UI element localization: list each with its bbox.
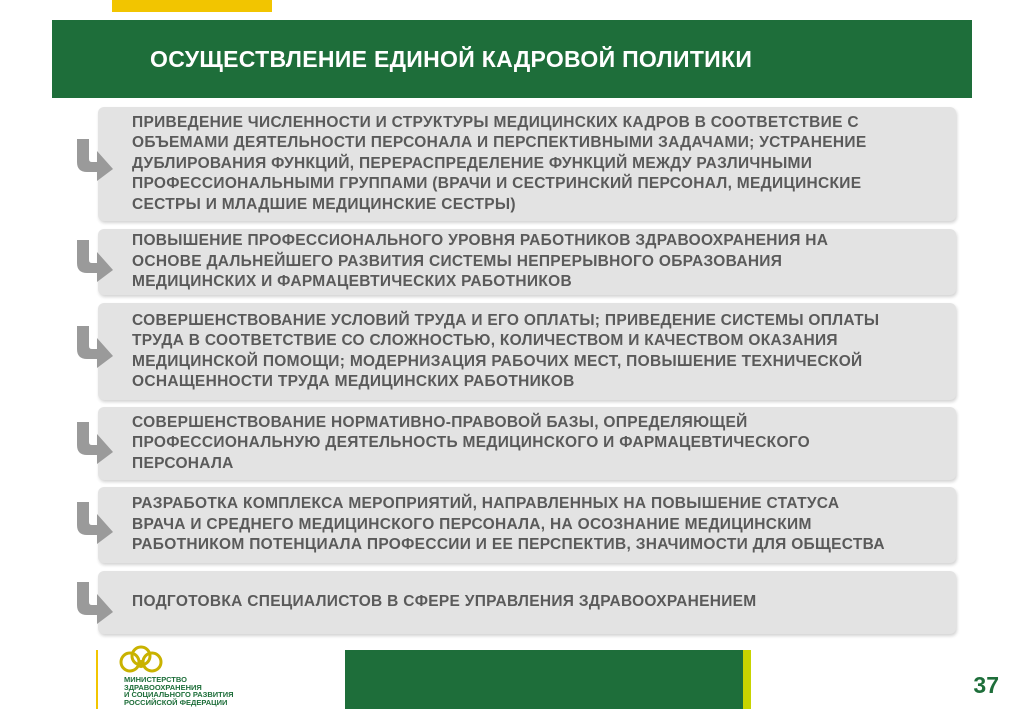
footer-green-bar — [345, 650, 750, 709]
ministry-line: ЗДРАВООХРАНЕНИЯ — [124, 682, 202, 692]
list-item-5 — [98, 487, 956, 563]
list-item-text: ПРИВЕДЕНИЕ ЧИСЛЕННОСТИ И СТРУКТУРЫ МЕДИЦИНСКИХ КАДРОВ В СООТВЕТСТВИЕ С ОБЪЕМАМИ ДЕЯТЕЛЬНОСТИ ПЕРСОНАЛА И ПЕРСПЕКТИВНЫМИ ЗАДАЧАМИ; УСТРАНЕНИЕ ДУБЛИРОВАНИЯ ФУНКЦИЙ, ПЕРЕРАСПРЕДЕЛЕНИЕ ФУНКЦИЙ МЕЖДУ РАЗЛИЧНЫМИ ПРОФЕССИОНАЛЬНЫМИ ГРУППАМИ (ВРАЧИ И СЕСТРИНСКИЙ ПЕРСОНАЛ, МЕДИЦИНСКИЕ СЕСТРЫ И МЛАДШИЕ МЕДИЦИНСКИЕ СЕСТРЫ) — [132, 113, 867, 213]
top-accent-bar — [112, 0, 272, 12]
page-number: 37 — [973, 672, 999, 698]
bent-arrow-icon — [73, 420, 115, 466]
ministry-name — [124, 676, 324, 706]
list-item-text: ПОВЫШЕНИЕ ПРОФЕССИОНАЛЬНОГО УРОВНЯ РАБОТНИКОВ ЗДРАВООХРАНЕНИЯ НА ОСНОВЕ ДАЛЬНЕЙШЕГО РАЗВИТИЯ СИСТЕМЫ НЕПРЕРЫВНОГО ОБРАЗОВАНИЯ МЕДИЦИНСКИХ И ФАРМАЦЕВТИЧЕСКИХ РАБОТНИКОВ — [132, 232, 829, 291]
footer-divider — [96, 650, 98, 709]
list-item-1 — [98, 107, 956, 221]
ministry-line: МИНИСТЕРСТВО — [124, 675, 187, 684]
bent-arrow-icon — [73, 324, 115, 370]
bent-arrow-icon — [73, 137, 115, 183]
list-item-text: ПОДГОТОВКА СПЕЦИАЛИСТОВ В СФЕРЕ УПРАВЛЕНИЯ ЗДРАВООХРАНЕНИЕМ — [132, 593, 757, 611]
list-item-text: РАЗРАБОТКА КОМПЛЕКСА МЕРОПРИЯТИЙ, НАПРАВЛЕННЫХ НА ПОВЫШЕНИЕ СТАТУСА ВРАЧА И СРЕДНЕГО МЕДИЦИНСКОГО ПЕРСОНАЛА, НА ОСОЗНАНИЕ МЕДИЦИНСКИМ РАБОТНИКОМ ПОТЕНЦИАЛА ПРОФЕССИИ И ЕЕ ПЕРСПЕКТИВ, ЗНАЧИМОСТИ ДЛЯ ОБЩЕСТВА — [132, 495, 885, 554]
bent-arrow-icon — [73, 580, 115, 626]
list-item-3 — [98, 303, 956, 400]
bent-arrow-icon — [73, 500, 115, 546]
list-item-4 — [98, 407, 956, 480]
ministry-line: РОССИЙСКОЙ ФЕДЕРАЦИИ — [124, 697, 228, 707]
title-bar — [52, 20, 972, 98]
footer-accent-bar — [743, 650, 751, 709]
list-item-text: СОВЕРШЕНСТВОВАНИЕ УСЛОВИЙ ТРУДА И ЕГО ОПЛАТЫ; ПРИВЕДЕНИЕ СИСТЕМЫ ОПЛАТЫ ТРУДА В СООТВЕТСТВИЕ СО СЛОЖНОСТЬЮ, КОЛИЧЕСТВОМ И КАЧЕСТВОМ ОКАЗАНИЯ МЕДИЦИНСКОЙ ПОМОЩИ; МОДЕРНИЗАЦИЯ РАБОЧИХ МЕСТ, ПОВЫШЕНИЕ ТЕХНИЧЕСКОЙ ОСНАЩЕННОСТИ ТРУДА МЕДИЦИНСКИХ РАБОТНИКОВ — [132, 311, 880, 390]
ministry-line: И СОЦИАЛЬНОГО РАЗВИТИЯ — [124, 690, 234, 700]
list-item-text: СОВЕРШЕНСТВОВАНИЕ НОРМАТИВНО-ПРАВОВОЙ БАЗЫ, ОПРЕДЕЛЯЮЩЕЙ ПРОФЕССИОНАЛЬНУЮ ДЕЯТЕЛЬНОСТЬ МЕДИЦИНСКОГО И ФАРМАЦЕВТИЧЕСКОГО ПЕРСОНАЛА — [132, 413, 811, 472]
ministry-logo-icon — [116, 645, 166, 677]
slide-title: ОСУЩЕСТВЛЕНИЕ ЕДИНОЙ КАДРОВОЙ ПОЛИТИКИ — [150, 45, 753, 72]
list-item-2 — [98, 229, 956, 295]
list-item-6 — [98, 571, 956, 634]
bent-arrow-icon — [73, 238, 115, 284]
